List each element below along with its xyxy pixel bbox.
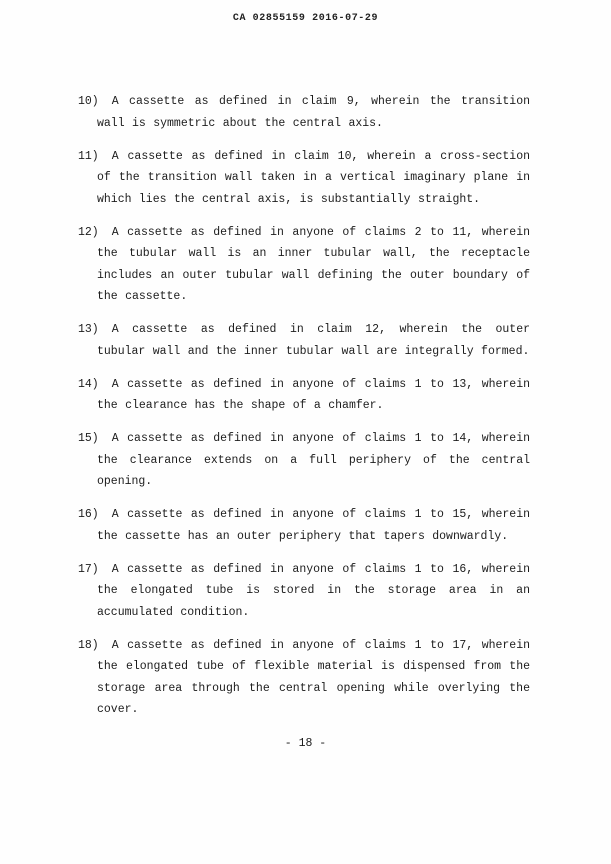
claim-line: 17) A cassette as defined in anyone of claims 1 to 16, wherein <box>78 562 530 576</box>
claim-line: 12) A cassette as defined in anyone of claims 2 to 11, wherein <box>78 225 530 239</box>
claim-number: 12) <box>78 225 99 239</box>
claim-item <box>78 222 530 308</box>
claim-line: cover. <box>97 703 139 716</box>
claim-number: 15) <box>78 432 99 445</box>
claim-line: 13) A cassette as defined in claim 12, wherein the outer <box>78 323 530 336</box>
claim-line: 11) A cassette as defined in claim 10, wherein a cross-section <box>78 149 530 163</box>
claim-line: accumulated condition. <box>97 605 250 619</box>
claim-line: 15) A cassette as defined in anyone of claims 1 to 14, wherein <box>78 432 530 445</box>
claim-number: 18) <box>78 638 99 652</box>
claim-line: opening. <box>97 475 153 488</box>
claim-line: 10) A cassette as defined in claim 9, wherein the transition <box>78 95 530 108</box>
claim-number: 14) <box>78 377 99 391</box>
claim-line: of the transition wall taken in a vertical imaginary plane in <box>97 171 530 184</box>
claim-line: the clearance extends on a full periphery of the central <box>97 453 530 467</box>
claim-line: wall is symmetric about the central axis. <box>97 116 383 130</box>
claim-line: which lies the central axis, is substantially straight. <box>97 192 481 206</box>
claims-list <box>78 91 530 721</box>
claim-line: the clearance has the shape of a chamfer. <box>97 399 384 412</box>
claim-item <box>78 428 530 493</box>
claim-line: 18) A cassette as defined in anyone of claims 1 to 17, wherein <box>78 638 530 652</box>
claim-number: 17) <box>78 562 99 576</box>
page-number: - 18 - <box>284 736 327 750</box>
claim-item <box>78 91 530 134</box>
claim-item <box>78 635 530 721</box>
claim-line: the cassette has an outer periphery that tapers downwardly. <box>97 529 509 543</box>
claim-line: the elongated tube is stored in the storage area in an <box>97 584 530 597</box>
claim-item <box>78 374 530 417</box>
claim-line: 14) A cassette as defined in anyone of claims 1 to 13, wherein <box>78 377 530 391</box>
claim-line: 16) A cassette as defined in anyone of claims 1 to 15, wherein <box>78 508 530 521</box>
claim-item <box>78 504 530 547</box>
claim-number: 10) <box>78 95 99 108</box>
claim-line: tubular wall and the inner tubular wall are integrally formed. <box>97 344 530 358</box>
claim-line: the cassette. <box>97 290 188 303</box>
claim-item <box>78 319 530 362</box>
claim-item <box>78 559 530 624</box>
claim-line: the tubular wall is an inner tubular wall, the receptacle <box>97 247 530 260</box>
claim-number: 13) <box>78 323 99 336</box>
claim-line: includes an outer tubular wall defining the outer boundary of <box>97 268 530 282</box>
claim-number: 11) <box>78 149 99 163</box>
claim-line: storage area through the central opening while overlying the <box>97 681 530 695</box>
claim-line: the elongated tube of flexible material is dispensed from the <box>97 660 530 673</box>
claim-number: 16) <box>78 508 99 521</box>
claim-item <box>78 146 530 211</box>
document-header-number: CA 02855159 2016-07-29 <box>232 13 379 24</box>
